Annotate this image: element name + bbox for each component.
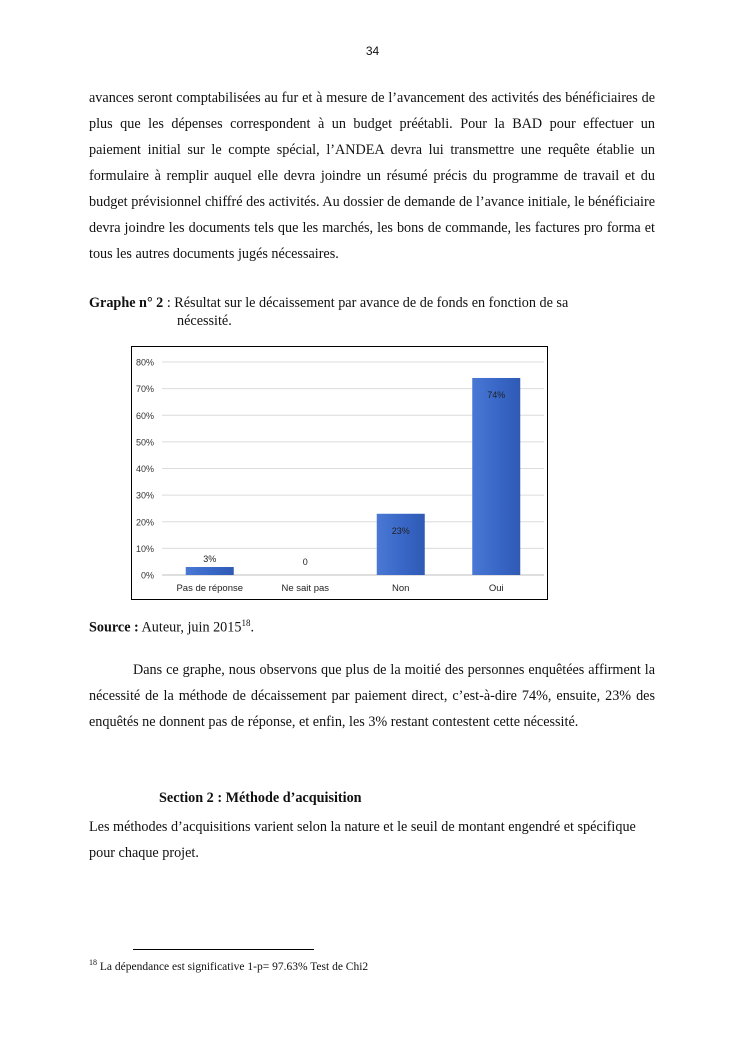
bar bbox=[377, 514, 425, 575]
figure-caption bbox=[89, 294, 649, 330]
footnote-ref: 18 bbox=[241, 618, 251, 628]
y-tick-label: 0% bbox=[140, 570, 154, 581]
caption-label: Graphe n° 2 bbox=[89, 295, 164, 311]
y-tick-label: 10% bbox=[135, 543, 154, 554]
paragraph-2-text: Dans ce graphe, nous observons que plus de la moitié des personnes enquêtées affirment la nécessité de la méthode de décaissement par paiement direct, c’est-à-dire 74%, ensuite, 23% des enquêtés ne donnent pas de réponse, et enfin, les 3% restant contestent cette nécessité. bbox=[89, 662, 655, 730]
y-tick-label: 20% bbox=[135, 517, 154, 528]
paragraph-1: avances seront comptabilisées au fur et à mesure de l’avancement des activités des bénéficiaires de plus que les dépenses correspondent à un budget préétabli. Pour la BAD pour effectuer un paiement initial sur le compte spécial, l’ANDEA devra lui transmettre une requête établie un formulaire à remplir auquel elle devra joindre un résumé précis du programme de travail et du budget prévisionnel chiffré des activités. Au dossier de demande de l’avance initiale, le bénéficiaire devra joindre les documents tels que les marchés, les bons de commande, les factures pro forma et tous les autres documents jugés nécessaires. bbox=[89, 90, 655, 262]
data-label: 0 bbox=[302, 557, 308, 567]
y-tick-label: 60% bbox=[135, 410, 154, 421]
paragraph-3: Les méthodes d’acquisitions varient selon la nature et le seuil de montant engendré et spécifique pour chaque projet. bbox=[89, 819, 636, 861]
source-text: Auteur, juin 2015 bbox=[138, 619, 242, 636]
paragraph-2 bbox=[89, 657, 655, 735]
source-label: Source : bbox=[89, 619, 139, 636]
section-title: Section 2 : Méthode d’acquisition bbox=[159, 790, 362, 806]
y-tick-label: 40% bbox=[135, 464, 154, 474]
bar bbox=[472, 378, 520, 575]
x-tick-label: Ne sait pas bbox=[281, 583, 330, 594]
data-label: 23% bbox=[391, 525, 410, 536]
y-tick-label: 50% bbox=[135, 437, 154, 448]
y-tick-label: 30% bbox=[135, 490, 154, 501]
footnote-divider bbox=[133, 949, 314, 950]
page-number: 34 bbox=[365, 44, 380, 58]
footnote-text: La dépendance est significative 1-p= 97.63% Test de Chi2 bbox=[97, 960, 369, 973]
bar-chart bbox=[131, 346, 548, 600]
chart-canvas bbox=[132, 347, 549, 601]
source-end: . bbox=[250, 619, 255, 636]
caption-text-line2: nécessité. bbox=[177, 313, 232, 329]
data-label: 3% bbox=[203, 554, 217, 565]
bar bbox=[186, 567, 234, 575]
x-tick-label: Oui bbox=[488, 583, 504, 594]
data-label: 74% bbox=[487, 389, 506, 400]
y-tick-label: 70% bbox=[135, 384, 154, 395]
x-tick-label: Pas de réponse bbox=[176, 583, 244, 594]
caption-text-line1: : Résultat sur le décaissement par avance de de fonds en fonction de sa bbox=[163, 295, 569, 311]
footnote bbox=[89, 958, 368, 973]
y-tick-label: 80% bbox=[135, 357, 154, 368]
footnote-number: 18 bbox=[89, 958, 97, 967]
source-line bbox=[89, 618, 254, 637]
x-tick-label: Non bbox=[392, 583, 410, 594]
